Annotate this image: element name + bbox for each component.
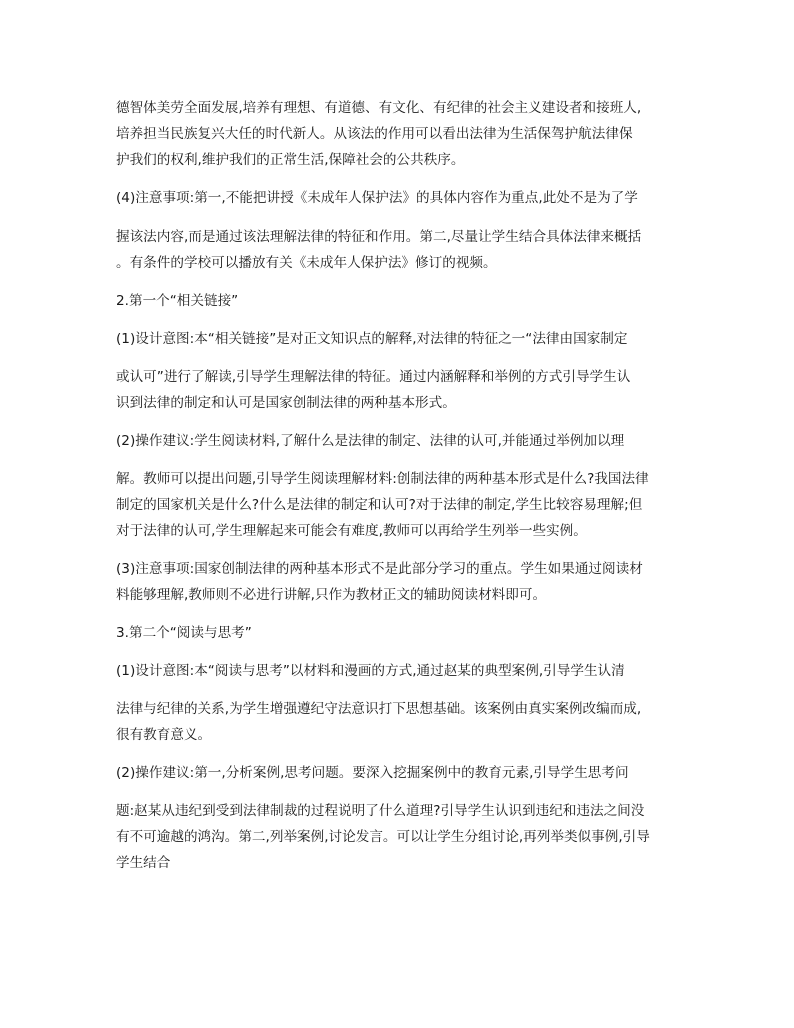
text-line: 护我们的权利,维护我们的正常生活,保障社会的公共秩序。 xyxy=(116,152,465,168)
text-line: (3)注意事项:国家创制法律的两种基本形式不是此部分学习的重点。学生如果通过阅读材 xyxy=(116,561,643,577)
text-line: 法律与纪律的关系,为学生增强遵纪守法意识打下思想基础。该案例由真实案例改编而成, xyxy=(116,701,642,717)
section-heading: 3.第二个“阅读与思考” xyxy=(116,625,252,641)
text-line: 学生结合 xyxy=(116,855,171,871)
text-line: (1)设计意图:本“阅读与思考”以材料和漫画的方式,通过赵某的典型案例,引导学生认清 xyxy=(116,663,625,679)
text-line: (4)注意事项:第一,不能把讲授《未成年人保护法》的具体内容作为重点,此处不是为了学 xyxy=(116,190,638,206)
text-line: 对于法律的认可,学生理解起来可能会有难度,教师可以再给学生列举一些实例。 xyxy=(116,523,587,539)
text-line: (2)操作建议:第一,分析案例,思考问题。要深入挖掘案例中的教育元素,引导学生思考问 xyxy=(116,765,629,781)
text-line: 制定的国家机关是什么?什么是法律的制定和认可?对于法律的制定,学生比较容易理解;但 xyxy=(116,497,643,513)
text-line: 或认可”进行了解读,引导学生理解法律的特征。通过内涵解释和举例的方式引导学生认 xyxy=(116,369,631,385)
section-heading: 2.第一个“相关链接” xyxy=(116,293,239,309)
text-line: 有不可逾越的鸿沟。第二,列举案例,讨论发言。可以让学生分组讨论,再列举类似事例,引导 xyxy=(116,829,650,845)
text-line: (1)设计意图:本“相关链接”是对正文知识点的解释,对法律的特征之一“法律由国家制定 xyxy=(116,331,628,347)
text-line: 德智体美劳全面发展,培养有理想、有道德、有文化、有纪律的社会主义建设者和接班人, xyxy=(116,100,642,116)
text-line: 。有条件的学校可以播放有关《未成年人保护法》修订的视频。 xyxy=(116,255,497,271)
text-line: 解。教师可以提出问题,引导学生阅读理解材料:创制法律的两种基本形式是什么?我国法律 xyxy=(116,471,649,487)
text-line: 培养担当民族复兴大任的时代新人。从该法的作用可以看出法律为生活保驾护航法律保 xyxy=(116,126,633,142)
text-line: 题:赵某从违纪到受到法律制裁的过程说明了什么道理?引导学生认识到违纪和违法之间没 xyxy=(116,803,645,819)
text-line: 料能够理解,教师则不必进行讲解,只作为教材正文的辅助阅读材料即可。 xyxy=(116,587,547,603)
text-line: 识到法律的制定和认可是国家创制法律的两种基本形式。 xyxy=(116,395,456,411)
text-line: (2)操作建议:学生阅读材料,了解什么是法律的制定、法律的认可,并能通过举例加以理 xyxy=(116,433,625,449)
text-line: 握该法内容,而是通过该法理解法律的特征和作用。第二,尽量让学生结合具体法律来概括 xyxy=(116,229,642,245)
text-line: 很有教育意义。 xyxy=(116,727,212,743)
